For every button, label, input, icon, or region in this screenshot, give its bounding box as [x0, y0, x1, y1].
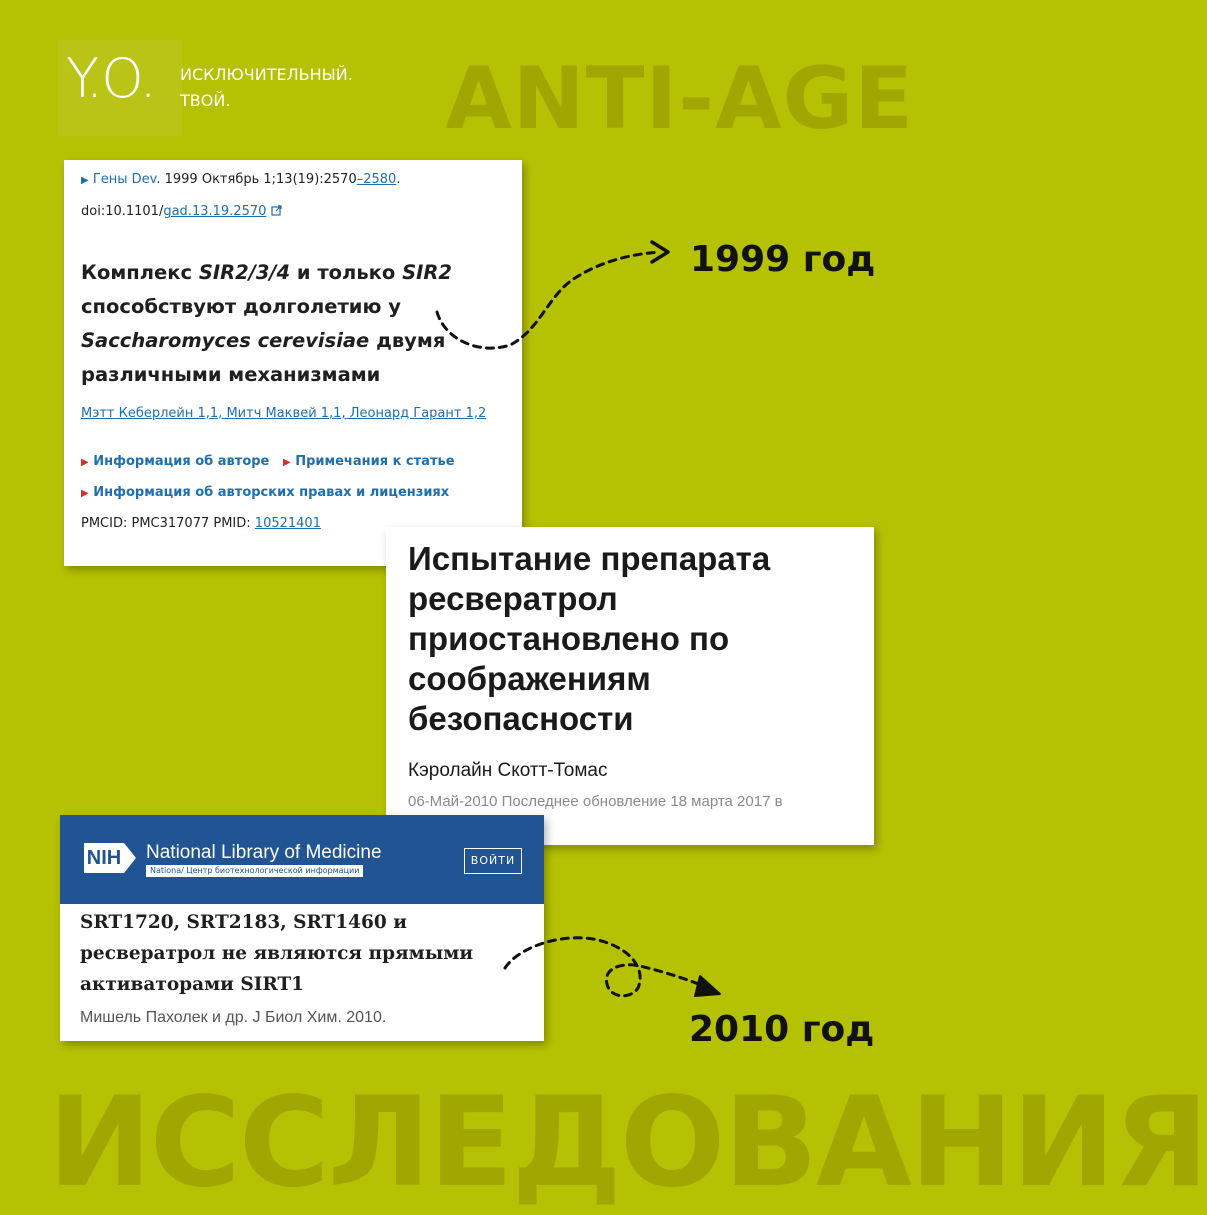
headline-research: ИССЛЕДОВАНИЯ [48, 1071, 1207, 1215]
triangle-bullet-icon: ▶ [81, 457, 89, 468]
year-label-2010: 2010 год [689, 1009, 875, 1050]
arrowhead-icon [695, 976, 720, 996]
copyright-info-link[interactable]: Информация об авторских правах и лицензиях [93, 485, 450, 500]
login-button[interactable]: ВОЙТИ [464, 848, 522, 874]
title-part: Комплекс [81, 261, 199, 284]
pmid-link[interactable]: 10521401 [254, 516, 321, 531]
library-subtitle: Nationa/ Центр биотехнологической информации [146, 865, 363, 877]
title-part: двумя различными механизмами [81, 329, 446, 386]
nih-logo[interactable]: NIH [84, 843, 124, 873]
title-gene-italic: SIR2 [402, 261, 452, 284]
pmcid-text: PMCID: PMC317077 PMID: [81, 516, 255, 531]
library-name: National Library of Medicine [146, 842, 382, 863]
news-title: Испытание препарата ресвератрол приостановлено по соображениям безопасности [408, 540, 771, 737]
title-part: и только [290, 261, 403, 284]
dashed-arrow-icon [437, 252, 660, 348]
doi-link[interactable]: gad.13.19.2570 [163, 204, 267, 219]
dashed-loop-arrow-icon [505, 938, 708, 996]
title-part: способствуют долголетию у [81, 295, 401, 318]
citation-dot: . [396, 172, 401, 187]
doi-prefix: doi:10.1101/ [81, 204, 164, 219]
journal-link[interactable]: Гены Dev [92, 172, 157, 187]
authors-links[interactable]: Мэтт Кеберлейн 1,1, Митч Маквей 1,1, Леонард Гарант 1,2 [81, 406, 487, 421]
news-author: Кэролайн Скотт-Томас [408, 760, 608, 781]
triangle-bullet-icon: ▶ [81, 488, 89, 499]
tagline-line-2: ТВОЙ. [180, 91, 231, 110]
triangle-bullet-icon: ▶ [81, 175, 89, 186]
triangle-bullet-icon: ▶ [282, 457, 291, 468]
title-species-italic: Saccharomyces cerevisiae [81, 329, 370, 352]
pages-link[interactable]: –2580 [356, 172, 397, 187]
nih-article-author: Мишель Пахолек и др. J Биол Хим. 2010. [80, 1009, 387, 1026]
title-gene-italic: SIR2/3/4 [198, 261, 291, 284]
author-info-link[interactable]: Информация об авторе [93, 454, 270, 469]
year-label-1999: 1999 год [690, 239, 876, 280]
article-notes-link[interactable]: Примечания к статье [295, 454, 455, 469]
news-date: 06-Май-2010 Последнее обновление 18 марта 2017 в [408, 793, 783, 810]
headline-anti-age: ANTI-AGE [445, 49, 914, 149]
citation-text: . 1999 Октябрь 1;13(19):2570 [156, 172, 357, 187]
logo-text: Y.O. [66, 47, 155, 110]
tagline-line-1: ИСКЛЮЧИТЕЛЬНЫЙ. [180, 65, 353, 84]
nih-article-title: SRT1720, SRT2183, SRT1460 и ресвератрол не являются прямыми активаторами SIRT1 [80, 912, 474, 995]
